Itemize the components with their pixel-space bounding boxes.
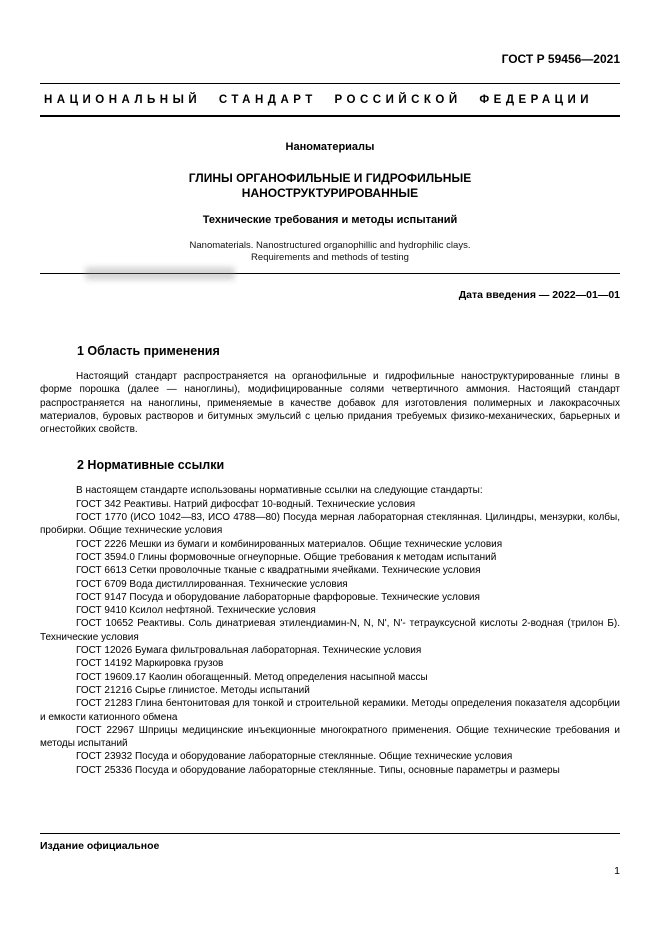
- reference-item: ГОСТ 2226 Мешки из бумаги и комбинированных материалов. Общие технические условия: [76, 538, 503, 550]
- standard-title-ru-line2: НАНОСТРУКТУРИРОВАННЫЕ: [241, 186, 419, 200]
- references-intro: В настоящем стандарте использованы нормативные ссылки на следующие стандарты:: [76, 485, 483, 497]
- reference-item: ГОСТ 6709 Вода дистиллированная. Технические условия: [76, 578, 348, 590]
- standard-subtitle: Технические требования и методы испытаний: [202, 214, 458, 226]
- reference-item: ГОСТ 6613 Сетки проволочные тканые с квадратными ячейками. Технические условия: [76, 565, 481, 577]
- reference-item: ГОСТ 22967 Шприцы медицинские инъекционные многократного применения. Общие технические требования и методы испытаний: [40, 724, 620, 750]
- reference-item: ГОСТ 25336 Посуда и оборудование лабораторные стеклянные. Типы, основные параметры и размеры: [76, 764, 560, 776]
- reference-item: ГОСТ 21283 Глина бентонитовая для тонкой и строительной керамики. Методы определения показателя адсорбции и емкости катионного обмена: [40, 698, 620, 723]
- section-2-heading: 2 Нормативные ссылки: [77, 458, 225, 473]
- scope-paragraph: Настоящий стандарт распространяется на органофильные и гидрофильные наноструктурированные глины в форме порошка (далее — наноглины), модифицированные солями четвертичного аммония. Настоящий стандарт распространяется на наноглины, применяемые в качестве добавок для изготовления полимерных и лакокрасочных материалов, буровых растворов и битумных эмульсий с целью придания требуемых физико-механических, барьерных и огнестойких свойств.: [40, 371, 620, 436]
- redacted-oks-code: [85, 267, 235, 280]
- effective-date: Дата введения — 2022—01—01: [458, 289, 620, 301]
- standard-title-ru-line1: ГЛИНЫ ОРГАНОФИЛЬНЫЕ И ГИДРОФИЛЬНЫЕ: [188, 171, 472, 185]
- references-list: [40, 498, 620, 777]
- standard-title-en-line2: Requirements and methods of testing: [251, 251, 409, 263]
- section-1-heading: 1 Область применения: [77, 344, 220, 358]
- footer-rule: [40, 833, 620, 834]
- reference-item: ГОСТ 9147 Посуда и оборудование лабораторные фарфоровые. Технические условия: [76, 591, 480, 603]
- reference-item: ГОСТ 342 Реактивы. Натрий дифосфат 10-водный. Технические условия: [76, 498, 416, 510]
- title-block: [40, 141, 620, 263]
- page-footer: [40, 833, 620, 878]
- doc-code: ГОСТ Р 59456—2021: [501, 52, 620, 66]
- reference-item: ГОСТ 14192 Маркировка грузов: [76, 658, 224, 670]
- reference-item: ГОСТ 9410 Ксилол нефтяной. Технические условия: [76, 605, 316, 617]
- reference-item: ГОСТ 12026 Бумага фильтровальная лабораторная. Технические условия: [76, 645, 422, 657]
- reference-item: ГОСТ 23932 Посуда и оборудование лабораторные стеклянные. Общие технические условия: [76, 751, 513, 763]
- national-standard-header: НАЦИОНАЛЬНЫЙ СТАНДАРТ РОССИЙСКОЙ ФЕДЕРАЦИИ: [44, 94, 594, 106]
- page-number: 1: [614, 865, 620, 877]
- standard-title-ru: [40, 171, 620, 201]
- national-standard-band: [40, 83, 620, 117]
- reference-item: ГОСТ 21216 Сырье глинистое. Методы испытаний: [76, 684, 310, 696]
- reference-item: ГОСТ 19609.17 Каолин обогащенный. Метод определения насыпной массы: [76, 671, 428, 683]
- oks-divider-rule: [40, 273, 620, 274]
- reference-item: ГОСТ 10652 Реактивы. Соль динатриевая этилендиамин-N, N, N', N'- тетрауксусной кислоты 2-водная (трилон Б). Технические условия: [40, 618, 620, 643]
- official-edition-label: Издание официальное: [40, 840, 160, 852]
- standard-title-en-line1: Nanomaterials. Nanostructured organophillic and hydrophilic clays.: [189, 240, 471, 251]
- reference-item: ГОСТ 3594.0 Глины формовочные огнеупорные. Общие требования к методам испытаний: [76, 551, 497, 563]
- reference-item: ГОСТ 1770 (ИСО 1042—83, ИСО 4788—80) Посуда мерная лабораторная стеклянная. Цилиндры, мензурки, колбы, пробирки. Общие технические условия: [40, 512, 620, 537]
- standard-group: Наноматериалы: [285, 141, 375, 153]
- standard-title-en: [40, 240, 620, 263]
